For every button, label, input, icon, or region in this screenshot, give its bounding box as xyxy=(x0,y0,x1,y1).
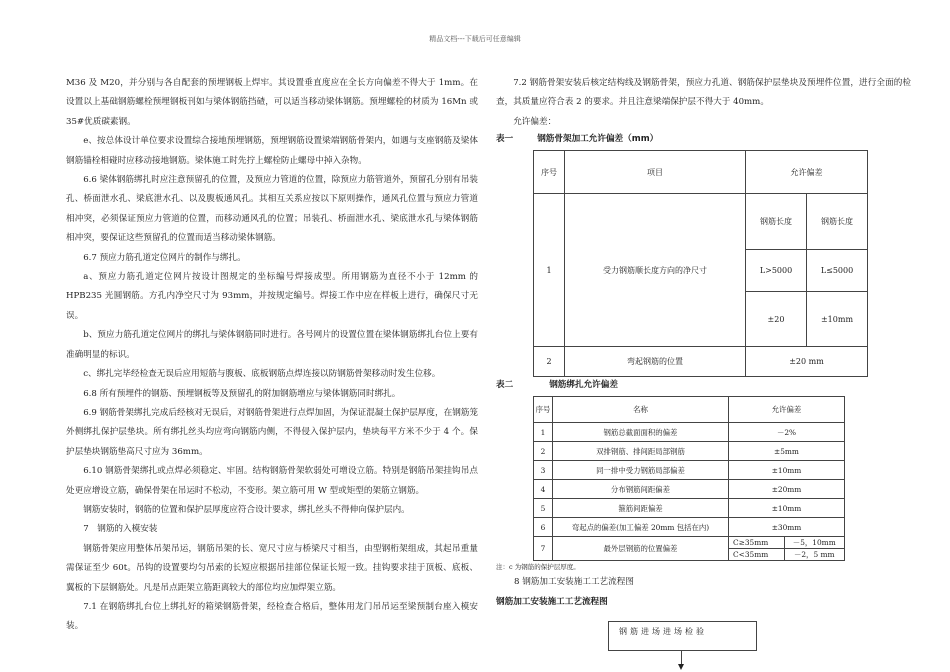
page-header: 精品文档---下载后可任意编辑 xyxy=(429,35,521,43)
left-paragraph: 6.6 梁体钢筋绑扎时应注意预留孔的位置，及预应力管道的位置，除预应力筋管道外，预留孔分别有吊装孔、桥面泄水孔、梁底泄水孔、以及腹板通风孔。其相互关系应按以下原则操作，通风孔位置与预应力管道相冲突，必须保证预应力管道的位置，而移动通风孔的位置；吊装孔、桥面泄水孔、梁底泄水孔与梁体钢筋相冲突，要保证这些预留孔的位置而适当移动梁体钢筋。 xyxy=(66,175,478,244)
table-note: 注：c 为钢筋的保护层厚度。 xyxy=(496,563,580,571)
table1-row2-val: ±20 mm xyxy=(746,347,868,377)
table1-caption xyxy=(496,132,658,144)
table1-row1-item: 受力钢筋顺长度方向的净尺寸 xyxy=(565,194,746,347)
table2-head-no: 序号 xyxy=(534,397,553,423)
table1-label: 表一 xyxy=(496,134,514,144)
table1-val-a: ±20 xyxy=(746,292,807,347)
left-paragraph: a、预应力筋孔道定位网片按设计图规定的坐标编号焊接成型。所用钢筋为直径不小于 12mm 的 HPB235 光圆钢筋。方孔内净空尺寸为 93mm，并按规定编号。焊接工作中应在样板上进行，确保尺寸无误。 xyxy=(66,272,478,321)
right-paragraph: 允许偏差： xyxy=(513,116,557,127)
right-paragraph: 7.2 钢筋骨架安装后核定结构线及钢筋骨架，预应力孔道、钢筋保护层垫块及预埋件位置，进行全面的检查，其质量应符合表 2 的要求。并且注意梁端保护层不得大于 40mm。 xyxy=(496,78,911,108)
table2-row7-cond2: C<35mm xyxy=(729,549,785,561)
table2-row-name: 箍筋间距偏差 xyxy=(553,499,729,518)
table2-row7-cond1: C≥35mm xyxy=(729,537,785,549)
table1-row2-item: 弯起钢筋的位置 xyxy=(565,347,746,377)
table2-row-tol: ±20mm xyxy=(729,480,845,499)
table-row xyxy=(534,499,845,518)
table1-row1-no: 1 xyxy=(534,194,565,347)
left-paragraph: M36 及 M20，并分别与各自配套的预埋钢板上焊牢。其设置垂直度应在全长方向偏差不得大于 1mm。在设置以上基础钢筋螺栓预埋钢板刊如与梁体钢筋挡碴，可以适当移动梁体钢筋。预埋螺栓的材质为 16Mn 或 35#优质碳素钢。 xyxy=(66,78,478,127)
table2-row-tol: ±10mm xyxy=(729,461,845,480)
table1-val-b: ±10mm xyxy=(807,292,868,347)
flow-chart-title: 钢筋加工安装施工工艺流程图 xyxy=(496,597,608,607)
table2-row-tol: －2% xyxy=(729,423,845,442)
table1-cond-a: L>5000 xyxy=(746,250,807,292)
table-row xyxy=(534,518,845,537)
table1-title: 钢筋骨架加工允许偏差（mm） xyxy=(537,134,659,144)
left-paragraph: 6.8 所有预埋件的钢筋、预埋钢板等及预留孔的附加钢筋增应与梁体钢筋同时绑扎。 xyxy=(83,388,401,399)
table2-head-name: 名称 xyxy=(553,397,729,423)
table2-row-no: 4 xyxy=(534,480,553,499)
table2-row-no: 3 xyxy=(534,461,553,480)
table-row xyxy=(534,461,845,480)
left-paragraph: e、按总体设计单位要求设置综合接地预埋钢筋，预埋钢筋设置梁端钢筋骨架内，如遇与支座钢筋及梁体钢筋锚栓相碰时应移动接地钢筋。梁体施工时先拧上螺栓防止螺母中掉入杂物。 xyxy=(66,136,478,166)
table2-row-no: 6 xyxy=(534,518,553,537)
table2-row7-name: 最外层钢筋的位置偏差 xyxy=(553,537,729,561)
table2-row-tol: ±10mm xyxy=(729,499,845,518)
table2-row-no: 1 xyxy=(534,423,553,442)
table2-row7-val1: －5，10mm xyxy=(784,537,845,549)
table2-row-no: 5 xyxy=(534,499,553,518)
table2-row-tol: ±5mm xyxy=(729,442,845,461)
left-paragraph: c、绑扎完毕经检查无误后应用短筋与腹板、底板钢筋点焊连接以防钢筋骨架移动时发生位移。 xyxy=(83,369,441,380)
table2 xyxy=(533,396,845,561)
table1-head-no: 序号 xyxy=(534,151,565,194)
left-column xyxy=(66,74,478,637)
left-paragraph: b、预应力筋孔道定位网片的绑扎与梁体钢筋同时进行。各号网片的设置位置在梁体钢筋绑扎台位上要有准确明显的标识。 xyxy=(66,330,478,360)
table2-row-name: 钢筋总截面面积的偏差 xyxy=(553,423,729,442)
left-paragraph: 7 钢筋的入模安装 xyxy=(83,524,158,535)
table1-head-tol: 允许偏差 xyxy=(746,151,868,194)
table2-row-name: 弯起点的偏差(加工偏差 20mm 包括在内) xyxy=(553,518,729,537)
table-row xyxy=(534,442,845,461)
table-row xyxy=(534,423,845,442)
table2-row-tol: ±30mm xyxy=(729,518,845,537)
table2-row-no: 2 xyxy=(534,442,553,461)
table2-title: 钢筋绑扎允许偏差 xyxy=(549,380,618,390)
flow-arrow-icon xyxy=(678,664,684,670)
table2-caption xyxy=(496,378,618,390)
right-column xyxy=(496,74,911,132)
table1-row2-no: 2 xyxy=(534,347,565,377)
left-paragraph: 7.1 在钢筋绑扎台位上绑扎好的箱梁钢筋骨架，经检查合格后，整体用龙门吊吊运至梁预制台座入模安装。 xyxy=(66,601,478,632)
left-paragraph: 6.10 钢筋骨架绑扎或点焊必须稳定、牢固。结构钢筋骨架软弱处可增设立筋。特别是钢筋吊架挂钩吊点处更应增设立筋，确保骨架在吊运时不松动，不变形。架立筋可用 W 型或矩型的架筋立钢筋。 xyxy=(66,466,478,496)
table2-row7-no: 7 xyxy=(534,537,553,561)
left-paragraph: 6.9 钢筋骨架绑扎完成后经核对无误后，对钢筋骨架进行点焊加固，为保证混凝土保护层厚度，在钢筋笼外侧绑扎保护层垫块。所有绑扎丝头均应弯向钢筋内侧，不得侵入保护层内，垫块每平方米不少于 4 个。保护层垫块钢筋垫高尺寸应为 36mm。 xyxy=(66,407,478,457)
table2-label: 表二 xyxy=(496,380,514,390)
table1-sub-b: 钢筋长度 xyxy=(807,194,868,250)
left-paragraph: 钢筋骨架应用整体吊架吊运，钢筋吊架的长、宽尺寸应与桥梁尺寸相当，由型钢桁架组成，其起吊重量需保证至少 60t。吊钩的设置要均匀吊索的长短应根据吊挂部位保证长短一致。挂钩要求挂于顶板、底板、翼板的下层钢筋处。凡是吊点距架立筋距离较大的部位均应加焊架立筋。 xyxy=(66,543,478,593)
left-paragraph: 6.7 预应力筋孔道定位网片的制作与绑扎。 xyxy=(83,252,246,263)
table2-row7-val2: －2，5 mm xyxy=(784,549,845,561)
table1-head-item: 项目 xyxy=(565,151,746,194)
table2-row-name: 同一排中受力钢筋局部偏差 xyxy=(553,461,729,480)
flow-section-heading: 8 钢筋加工安装施工工艺流程图 xyxy=(514,577,634,587)
table1 xyxy=(533,150,868,377)
left-paragraph: 钢筋安装时，钢筋的位置和保护层厚度应符合设计要求，绑扎丝头不得伸向保护层内。 xyxy=(83,504,410,515)
table2-row-name: 分布钢筋间距偏差 xyxy=(553,480,729,499)
table1-cond-b: L≤5000 xyxy=(807,250,868,292)
flow-step-box: 钢筋进场进场检验 xyxy=(608,621,757,651)
table2-head-tol: 允许偏差 xyxy=(729,397,845,423)
table-row xyxy=(534,480,845,499)
table2-row-name: 双排钢筋、排间距局部钢筋 xyxy=(553,442,729,461)
table1-sub-a: 钢筋长度 xyxy=(746,194,807,250)
